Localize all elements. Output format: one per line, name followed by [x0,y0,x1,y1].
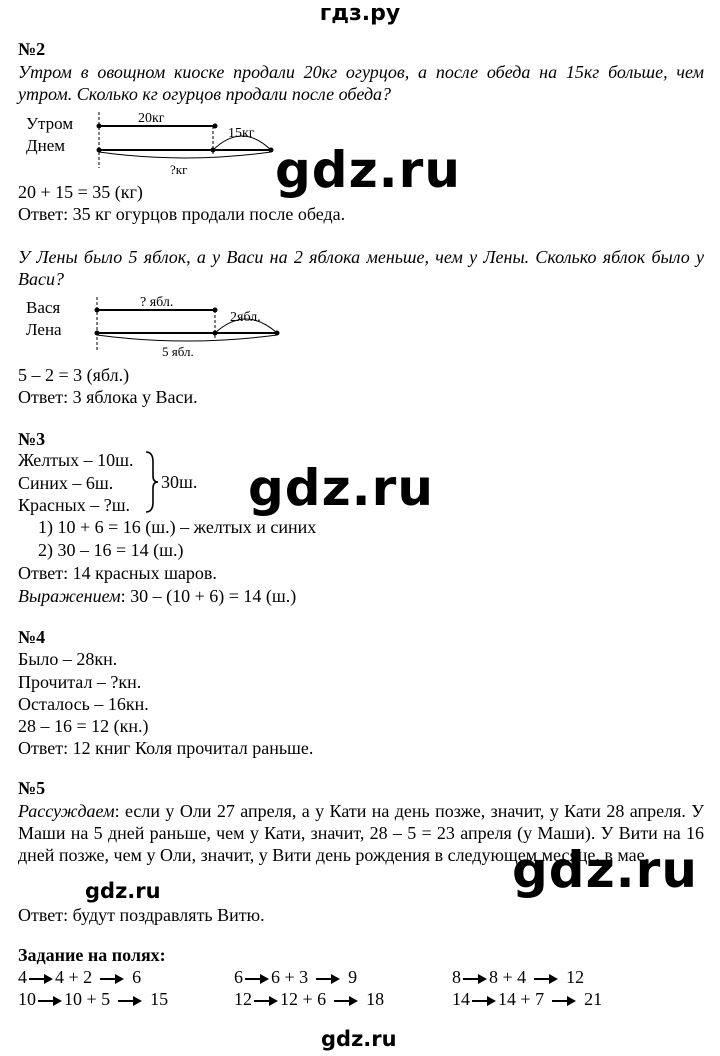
chain-start: 6 [234,967,243,987]
task3-total: 30ш. [161,472,198,492]
arrow-icon [245,973,269,985]
arrow-icon [463,973,487,985]
arrow-icon [254,995,278,1007]
diagram1-top-label: 20кг [138,111,165,126]
margin-chain [452,988,602,1010]
task2-answer1: Ответ: 35 кг огурцов продали после обеда. [18,204,346,224]
task5-body: : если у Оли 27 апреля, а у Кати на день позже, значит, у Кати 28 апреля. У Маши на 5 дней раньше, чем у Кати, значит, 28 – 5 = 23 апреля (у Маши). У Вити на 16 дней позже, чем у Оли, значит, у Вити день рождения в следующем месяце, в мае. [18,801,704,865]
diagram1-extra-label: 15кг [228,126,255,141]
task3-answer: Ответ: 14 красных шаров. [18,563,217,583]
task4-calc: 28 – 16 = 12 (кн.) [18,716,149,736]
margin-chain [18,966,141,988]
watermark-3: gdz.ru [512,841,698,899]
task3-line-red: Красных – ?ш. [18,495,131,515]
task4-line-read: Прочитал – ?кн. [18,672,142,692]
watermark-small-2: gdz.ru [321,1027,397,1051]
chain-result: 12 [566,967,585,987]
task3-brace [143,450,159,514]
chain-start: 10 [18,989,36,1009]
task5-lead: Рассуждаем [18,801,115,821]
margin-chain [234,988,384,1010]
chain-expression: 10 + 5 [64,989,111,1009]
arrow-icon [38,995,62,1007]
chain-result: 15 [150,989,169,1009]
task3-step2: 2) 30 – 16 = 14 (ш.) [38,540,184,560]
task4-line-left: Осталось – 16кн. [18,694,149,714]
margin-chain [452,966,584,988]
watermark-1: gdz.ru [275,141,461,199]
site-header: гдз.ру [319,1,401,26]
diagram2-top-label: ? ябл. [140,295,174,310]
task3-number: №3 [18,429,46,449]
task2-calc1: 20 + 15 = 35 (кг) [18,182,143,202]
task2-number: №2 [18,39,46,59]
task3-line-yellow: Желтых – 10ш. [18,450,134,470]
task2-diagram1 [18,108,308,180]
task2-problem1: Утром в овощном киоске продали 20кг огурцов, а после обеда на 15кг больше, чем утром. Сколько кг огурцов продали после обеда? [18,62,704,104]
diagram1-row1-label: Утром [26,114,74,133]
task4-answer: Ответ: 12 книг Коля прочитал раньше. [18,738,314,758]
chain-expression: 6 + 3 [271,967,309,987]
arrow-icon [316,973,340,985]
chain-result: 9 [348,967,358,987]
chain-result: 21 [584,989,603,1009]
watermark-small-1: gdz.ru [85,879,161,903]
task3-expression-value: : 30 – (10 + 6) = 14 (ш.) [120,586,297,606]
arrow-icon [552,995,576,1007]
task3-expression-label: Выражением [18,586,121,606]
diagram2-row1-label: Вася [26,298,61,317]
arrow-icon [118,995,142,1007]
chain-result: 18 [366,989,385,1009]
margin-chain [18,988,168,1010]
task2-diagram2 [18,293,308,365]
chain-result: 6 [132,967,142,987]
diagram2-row2-label: Лена [26,320,62,339]
diagram1-row2-label: Днем [26,136,65,155]
diagram2-extra-label: 2ябл. [230,310,261,325]
arrow-icon [472,995,496,1007]
chain-expression: 8 + 4 [489,967,527,987]
margin-chain [234,966,357,988]
task3-line-blue: Синих – 6ш. [18,473,114,493]
task2-answer2: Ответ: 3 яблока у Васи. [18,387,198,407]
diagram1-bottom-label: ?кг [170,162,188,177]
margin-task-title: Задание на полях: [18,945,166,965]
task4-number: №4 [18,627,46,647]
chain-start: 12 [234,989,252,1009]
task2-calc2: 5 – 2 = 3 (ябл.) [18,365,130,385]
chain-expression: 4 + 2 [55,967,93,987]
arrow-icon [334,995,358,1007]
chain-start: 4 [18,967,27,987]
diagram2-bottom-label: 5 ябл. [162,344,194,359]
arrow-icon [29,973,53,985]
task5-number: №5 [18,778,46,798]
arrow-icon [534,973,558,985]
chain-start: 14 [452,989,470,1009]
chain-expression: 12 + 6 [280,989,327,1009]
arrow-icon [100,973,124,985]
watermark-2: gdz.ru [248,459,434,517]
chain-start: 8 [452,967,461,987]
chain-expression: 14 + 7 [498,989,545,1009]
task3-expression [18,585,296,607]
task2-problem2: У Лены было 5 яблок, а у Васи на 2 яблока меньше, чем у Лены. Сколько яблок было у Васи? [18,247,704,289]
task4-line-had: Было – 28кн. [18,649,118,669]
task5-answer: Ответ: будут поздравлять Витю. [18,905,265,925]
task3-step1: 1) 10 + 6 = 16 (ш.) – желтых и синих [38,517,317,537]
